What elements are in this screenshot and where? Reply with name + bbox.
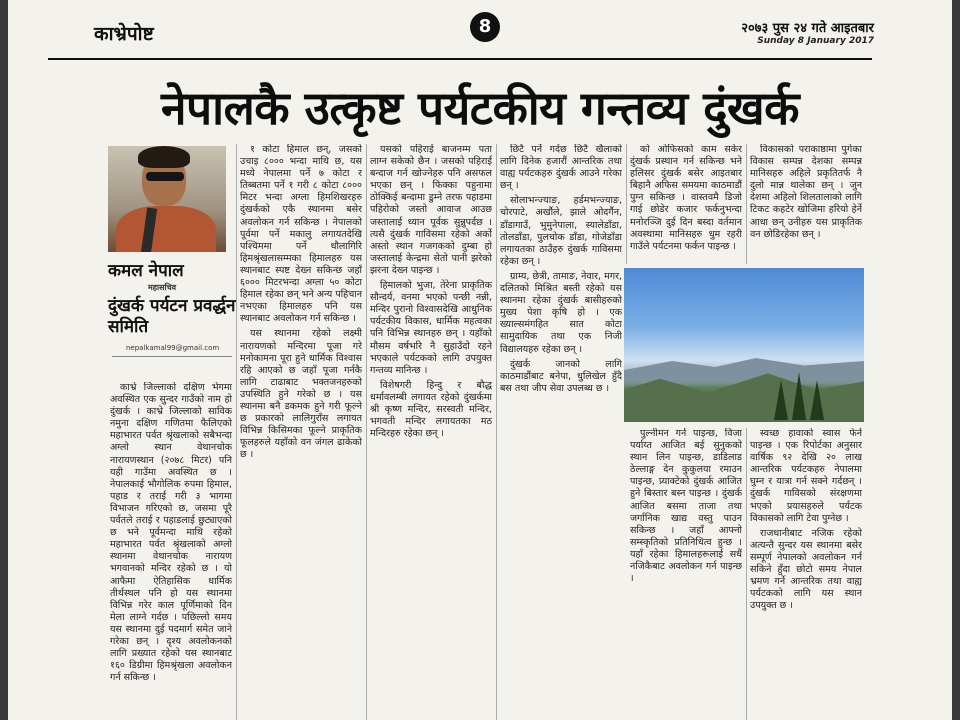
article-column-3: [370, 144, 492, 720]
article-paragraph: राजधानीबाट नजिक रहेको अत्यन्तै सुन्दर यस स्थानमा बसेर सम्पूर्ण नेपालको अवलोकन गर्न सकिने हुँदा छोटो समय नेपाल भ्रमण गर्ने आन्तरिक तथा वाह्य पर्यटकको लागि यस स्थान उपयुक्त छ ।: [750, 527, 862, 612]
article-paragraph: यस स्थानमा रहेको लक्ष्मी नारायणको मन्दिरमा पूजा गरे मनोकामना पूरा हुने धार्मिक विश्वास रहि आएको छ जहाँ पूजा गर्नकै लागि टाढाबाट भक्तजनहरुको उपस्थिति हुने गरेको छ । यस स्थानमा बनै डकमक हुने गरी फूल्ने छ प्रकारको लालिगुराँस लगायत विभिन्न किसिमका फूल्ने प्राकृतिक फूलहरुले यहाँको वन जंगल ढाकेको छ ।: [240, 328, 362, 461]
article-column-5-top: [630, 144, 742, 262]
author-name: कमल नेपाल: [108, 261, 184, 281]
author-photo-hair: [138, 146, 190, 168]
article-paragraph: पुल्नीमन गर्न पाइन्छ, विजा पर्याय्त आजित बई सुनुकको स्थान लिन पाइन्छ, डाडिलाड ठेल्लाङ्ग देन कुकुलया रमाउन पाइन्छ, प्र्याक्टेको दुंखर्क आजित हुने बिस्तार बस्न पाइन्छ । दुंखर्क आजित बसमा ताजा तथा जर्गानिक खाद्य वस्तु पाउन सकिन्छ । जहाँ आफ्नो सम्स्कृतिको प्रतिनिधित्व हुन्छ । यहाँ रहेका हिमालहरूलाई सधैं नजिकैबाट अवलोकन गर्न पाइन्छ ।: [630, 428, 742, 585]
article-headline: नेपालकै उत्कृष्ट पर्यटकीय गन्तव्य दुंखर्क: [161, 81, 799, 135]
article-paragraph: सोलाभन्ज्याङ, हर्डमभन्ज्याङ, चोरपाटे, अर्खौले, झाले ओदर्गैन, डाँडागाउँ, भुमुनेपाला, स्यालेडाँडा, तोलडाँडा, पुलचोक डाँडा, गोजेडाँडा लगायतका ठाउँहरु दुंखर्क गाविसमा रहेका छन् ।: [500, 195, 622, 267]
article-paragraph: दुंखर्क जानको लागि काठमाडौंबाट बनेपा, धुलिखेल हुँदै बस तथा जीप सेवा उपलब्ध छ ।: [500, 358, 622, 394]
author-photo: [108, 146, 226, 252]
date-nepali: २०७३ पुस २४ गते आइतबार: [741, 21, 874, 36]
article-column-1: [110, 382, 232, 720]
article-paragraph: १ कोटा हिमाल छन्, जसको उचाइ ८००० भन्दा माथि छ, यस मध्ये नेपालमा पर्ने ७ कोटा र तिब्बतमा पर्ने १ गरी ८ कोटा ८००० मिटर भन्दा अग्ला हिमशिखरहरु दुंखर्कको एकै स्थानमा बसेर अवलोकन गर्न सकिन्छ । नेपालको पूर्वमा पर्ने मकालु लगायतदेखि पश्चिममा पर्ने धौलागिरि हिमश्रृंखलासम्मका हिमालहरु यस स्थानबाट स्पष्ट देख्न सकिन्छ जहाँ ६००० मिटरभन्दा अग्ला ५० कोटा हिमाल रहेका छन् भने अन्य पहिचान नभएका हिमालहरु पनि यस स्थानबाट अवलोकन गर्न सकिन्छ ।: [240, 144, 362, 325]
article-column-4: [500, 144, 622, 720]
masthead-rule: [48, 58, 872, 60]
masthead: [48, 12, 912, 58]
column-divider: [746, 428, 747, 720]
article-column-2: [240, 144, 362, 720]
author-photo-glasses: [146, 172, 184, 181]
author-title: महासचिव: [148, 283, 177, 292]
landscape-photo: [624, 268, 864, 422]
author-organization: दुंखर्क पर्यटन प्रवर्द्धन समिति: [108, 296, 236, 337]
article-paragraph: विकासको पराकाष्ठामा पुगेका विकास सम्पन्न देशका सम्पन्न मानिसहरु अहिले प्रकृतितर्फ नै दुलो मान्न थालेका छन् । जुन देशमा अहिलो शिलतालाको लागि टिकट कहटेर खोजिमा हरियो हेर्ने आधा छन् उनीहरु यस प्राकृतिक वन छोडिरहेका छन् ।: [750, 144, 862, 240]
article-paragraph: ग्राम्य, छेत्री, तामाङ, नेवार, मगर, दलितको मिश्रित बस्ती रहेको यस स्थानमा रहेका दुंखर्क बासीहरुको मुख्य पेशा कृषि हो । एक ख्याल्समंगहित सात कोटा सामुदायिक तथा एक निजी विद्यालयहरु रहेका छन् ।: [500, 270, 622, 355]
column-divider: [626, 144, 627, 264]
author-photo-body: [116, 206, 216, 252]
newspaper-logo: काभ्रेपोष्ट: [94, 23, 154, 45]
article-column-5-bottom: [630, 428, 742, 720]
newspaper-page: [8, 0, 952, 720]
article-paragraph: हिमालको भुजा, तेरेना प्राकृतिक सौन्दर्य, वनमा भएको पन्छी नन्नी, मन्दिर पुरानो विश्वासदेखि आधुनिक पर्यटकीय विकास, धार्मिक महत्वका पनि विभिन्न स्थानहरु छन् । यहाँको मौसम वर्षभरि नै सुहाउँदो रहने भएकाले पर्यटकको लागि उपयुक्त गन्तव्य मानिन्छ ।: [370, 280, 492, 376]
mountain-ridge-far: [624, 352, 864, 382]
column-divider: [496, 144, 497, 720]
article-paragraph: स्वच्छ हावाको स्वास फेर्न पाइन्छ । एक रिपोर्टका अनुसार वार्षिक ९२ देखि २० लाख आन्तरिक पर्यटकहरु नेपालमा घुम्न र यात्रा गर्न सक्ने गर्दछन् । दुंखर्क गाविसको संरक्षणमा भएको प्रयासहरुले पर्यटक विकासको लागि टेवा पुग्नेछ ।: [750, 428, 862, 524]
author-divider: [112, 356, 232, 357]
author-email: nepalkamal99@gmail.com: [126, 344, 220, 352]
column-divider: [236, 144, 237, 720]
article-paragraph: विशेषगरी हिन्दु र बौद्ध धर्मावलम्बी लगायत रहेको दुंखर्कमा श्री कृष्ण मन्दिर, सरस्वती मन्दिर, भगवती मन्दिर लगायतका मठ मन्दिरहरु रहेका छन् ।: [370, 379, 492, 440]
date-english: Sunday 8 January 2017: [757, 36, 874, 46]
article-column-6-top: [750, 144, 862, 262]
article-paragraph: यसको पहिराई बाजनम्म पता लाग्न सकेको छैन । जसको पहिराई बन्दाज गर्न खोज्नेहरु पनि असफल भएका छन् । फिक्का पहुनामा ठोक्किई बन्दामा डुम्ने तरफ पहाडमा पहिरोको जस्तो आवाज आउछ जस्तालाई ध्यान पूर्वक सुन्नुपर्दछ । त्यसै दुंखर्क गाविसमा रहेको अर्को अस्तो स्थान गजगकको दुम्बा हो जस्तालाई केन्द्रमा सेतो पानी झरेको झरना देख्न पाइन्छ ।: [370, 144, 492, 276]
page-number-badge: 8: [470, 12, 500, 42]
article-column-6-bottom: [750, 428, 862, 720]
article-paragraph: छिटै पर्ने गर्दछ छिटै खैलाको लागि दिनेक हजारौं आन्तरिक तथा वाह्य पर्यटकहरु दुंखर्क आउने गरेका छन् ।: [500, 144, 622, 192]
column-divider: [366, 144, 367, 720]
article-paragraph: काभ्रे जिल्लाको दक्षिण भेगमा अवस्थित एक सुन्दर गाउँको नाम हो दुंखर्क । काभ्रे जिल्लाको साविक नमुना दक्षिण गणितमा फैलिएको महाभारत पर्वत श्रृंखलाको सबैभन्दा अग्लो स्थान वेथानचोक नारायणस्थान (२०७८ मिटर) पनि यही गाउँमा अवस्थित छ । नेपालकाई भौगोलिक रुपमा हिमाल, पहाड र तराई गरी ३ भागमा विभाजन गरिएको छ, जसमा पूरै पर्वतले तराई र पहाडलाई छुट्याएको छ भने पूर्वमन्दा माथि रहेको महाभारत पर्वत श्रृंखलाको अग्लो स्थानमा वेथानचोक नारायण भगवानको मन्दिर रहेको छ । यो आफैमा ऐतिहासिक धार्मिक तीर्थस्थल पनि हो यस स्थानमा विभिन्न गरेर काल पूर्णिमाको दिन मेला लाग्ने गर्दछ । पछिल्लो समय यस स्थानमा दुई पदमार्ग समेत जाने गरेका छन् । दृश्य अवलोकनको लागि प्रख्यात रहेको यस स्थानबाट १६० डिग्रीमा हिमश्रृंखला अवलोकन गर्न सकिन्छ ।: [110, 382, 232, 684]
column-divider: [746, 144, 747, 264]
article-paragraph: को ओफिसको काम सकेर दुंखर्क प्रस्थान गर्न सकिन्छ भने हलिसर दुंखर्क बसेर आइतबार बिहानै अफिस समयमा काठमाडौं पुग्न सकिन्छ । वास्तवमै डिजो गाई छोडेर कजार फर्कनुभन्दा मनोरञ्जि दुई दिन बस्दा वर्तमान अवस्थामा मानिसहरु धुम रहरी गाउँले पर्यटनमा फर्कन पाइन्छ ।: [630, 144, 742, 252]
